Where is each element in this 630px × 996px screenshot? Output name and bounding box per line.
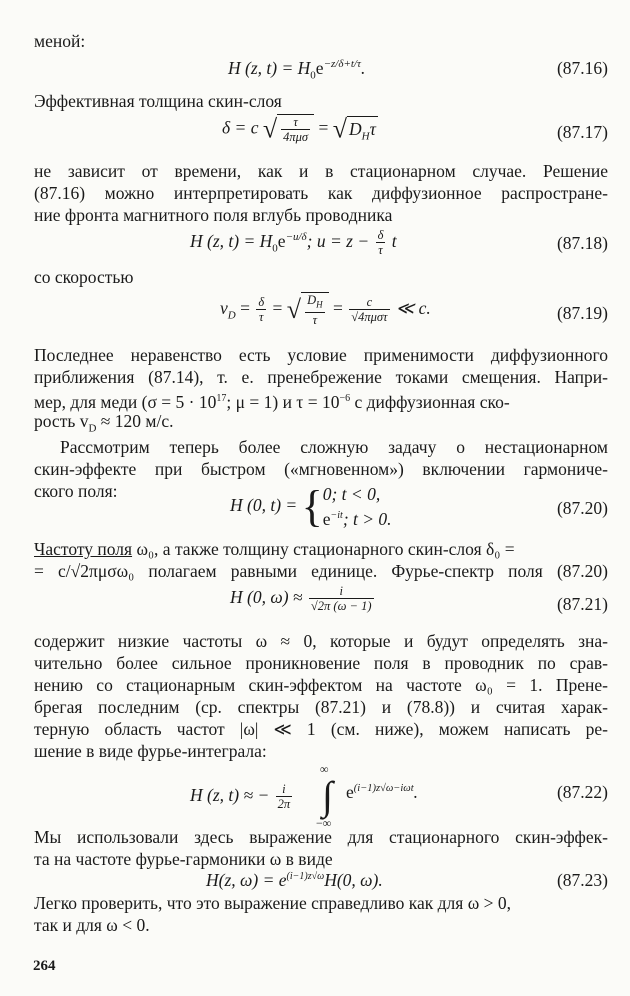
text-line-11: Рассмотрим теперь более сложную задачу о нестационарном xyxy=(60,437,608,457)
text-line-2: Эффективная толщина скин-слоя xyxy=(34,91,282,111)
equation-87-22: H (z, t) ≈ − $\frac{i}{2\pi}$ ∞ ∫ −∞ $e^{(i-1)z√\omega-i\omega t}$. xyxy=(190,762,418,830)
text-line-23: та на частоте фурье-гармоники ω в виде xyxy=(34,849,333,869)
text-line-19: брегая последним (ср. спектры (87.21) и (78.8)) и считая харак- xyxy=(34,697,608,717)
text-line-3: не зависит от времени, как и в стационарном случае. Решение xyxy=(34,161,608,181)
text-line-12: скин-эффекте при быстром («мгновенном») включении гармониче- xyxy=(34,459,608,479)
text-line-17: чительно более сильное проникновение поля в проводник по срав- xyxy=(34,653,608,673)
text-line-24: Легко проверить, что это выражение справедливо как для ω > 0, xyxy=(34,893,511,913)
text-line-5: ние фронта магнитного поля вглубь проводника xyxy=(34,205,393,225)
text-line-4: (87.16) можно интерпретировать как диффузионное распростране- xyxy=(34,183,608,203)
text-line-14: Частоту поля ω₀, а также толщину стационарного скин-слоя δ₀ = xyxy=(34,539,515,559)
equation-number-87-21: (87.21) xyxy=(556,594,608,614)
text-line-7: Последнее неравенство есть условие применимости диффузионного xyxy=(34,345,608,365)
text-line-13: ского поля: xyxy=(34,481,118,501)
equation-87-16: H (z, $t) = H_0e^{-z/\delta+t/\tau}$. xyxy=(228,58,366,82)
text-line-9: мер, для меди ($\sigma = 5 \cdot 10^{17}$; μ = 1) и $\tau = 10^{-6}$ с диффузионная ско- xyxy=(34,391,510,412)
equation-87-20: H (0, t) = { 0; t < 0, $e^{-it}$; t > 0. xyxy=(230,481,392,531)
text-line-18: нению со стационарным скин-эффектом на частоте ω₀ = 1. Прене- xyxy=(34,675,608,695)
equation-87-17: δ = c √ $\frac{\tau}{\text{4πμσ}}$ = √ $D_H\tau$ xyxy=(222,114,376,144)
equation-number-87-18: (87.18) xyxy=(556,233,608,253)
text-line-20: терную область частот |ω| ≪ 1 (см. ниже), можем написать ре- xyxy=(34,719,608,739)
text-line-10: рость $v_D \approx 120$ м/с. xyxy=(34,411,174,435)
page-number: 264 xyxy=(33,958,56,974)
text-line-15: = c/√2πμσω₀ полагаем равными единице. Фурье-спектр поля (87.20) xyxy=(34,561,608,581)
text-line-1: меной: xyxy=(34,31,86,51)
text-line-25: так и для ω < 0. xyxy=(34,915,150,935)
equation-number-87-20: (87.20) xyxy=(556,498,608,518)
equation-number-87-23: (87.23) xyxy=(556,870,608,890)
text-line-6: со скоростью xyxy=(34,267,134,287)
equation-87-23: H(z, $\omega) = e^{(i-1)z√\omega}H(0$, ω). xyxy=(206,870,383,890)
equation-number-87-16: (87.16) xyxy=(556,58,608,78)
equation-number-87-22: (87.22) xyxy=(556,782,608,802)
text-line-8: приближения (87.14), т. е. пренебрежение токами смещения. Напри- xyxy=(34,367,608,387)
text-line-16: содержит низкие частоты ω ≈ 0, которые и будут определять зна- xyxy=(34,631,608,651)
text-line-21: шение в виде фурье-интеграла: xyxy=(34,741,267,761)
equation-87-18: H (z, $t) = H_0e^{-u/\delta}$; u = z − $\frac{\delta}{\tau}$ t xyxy=(190,228,397,257)
text-line-22: Мы использовали здесь выражение для стационарного скин-эффек- xyxy=(34,827,608,847)
equation-number-87-17: (87.17) xyxy=(556,122,608,142)
equation-number-87-19: (87.19) xyxy=(556,303,608,323)
equation-87-21: H (0, ω) ≈ $\frac{i}{√2\pi (\omega - 1)}$ xyxy=(230,584,372,613)
equation-87-19: $v_D$ = $\frac{\delta}{\tau}$ = √ $\frac{D_H}{\tau}$ = $\frac{c}{\text{√4πμστ}}$ ≪ c. xyxy=(220,293,431,327)
